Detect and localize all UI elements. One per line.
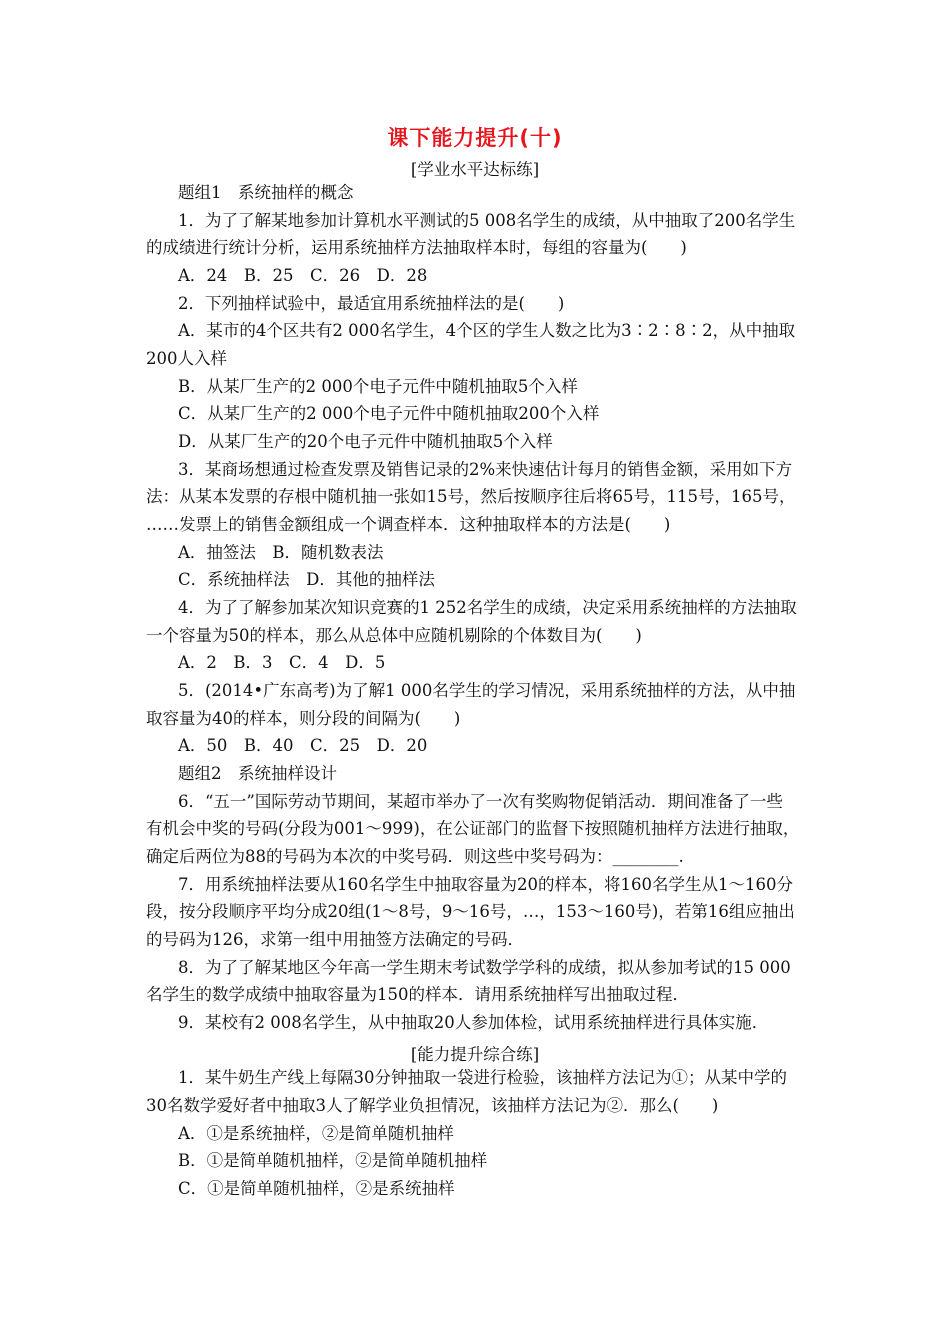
q7-line3: 的号码为126，求第一组中用抽签方法确定的号码． bbox=[146, 930, 524, 949]
p1-option-c: C．①是简单随机抽样，②是系统抽样 bbox=[178, 1179, 455, 1198]
q6-line2: 有机会中奖的号码(分段为001～999)，在公证部门的监督下按照随机抽样方法进行抽取， bbox=[146, 819, 800, 838]
group-2-heading: 题组2 系统抽样设计 bbox=[178, 764, 337, 783]
q1-line1: 1．为了了解某地参加计算机水平测试的5 008名学生的成绩，从中抽取了200名学生 bbox=[178, 211, 796, 230]
p1-option-a: A．①是系统抽样，②是简单随机抽样 bbox=[178, 1124, 454, 1143]
q7-line1: 7．用系统抽样法要从160名学生中抽取容量为20的样本，将160名学生从1～160分 bbox=[178, 875, 793, 894]
p1-option-b: B．①是简单随机抽样，②是简单随机抽样 bbox=[178, 1151, 488, 1170]
section-advanced-heading: [能力提升综合练] bbox=[410, 1045, 540, 1064]
q2-option-d: D．从某厂生产的20个电子元件中随机抽取5个入样 bbox=[178, 432, 553, 451]
q3-line1: 3．某商场想通过检查发票及销售记录的2%来快速估计每月的销售金额，采用如下方 bbox=[178, 460, 793, 479]
q5-line1: 5．(2014•广东高考)为了解1 000名学生的学习情况，采用系统抽样的方法，从中抽 bbox=[178, 681, 796, 700]
q1-line2: 的成绩进行统计分析，运用系统抽样方法抽取样本时，每组的容量为( ) bbox=[146, 238, 687, 257]
p1-line1: 1．某牛奶生产线上每隔30分钟抽取一袋进行检验，该抽样方法记为①；从某中学的 bbox=[178, 1068, 787, 1087]
page-title: 课下能力提升(十) bbox=[387, 126, 563, 150]
q6-line1: 6．“五一”国际劳动节期间，某超市举办了一次有奖购物促销活动．期间准备了一些 bbox=[178, 792, 783, 811]
q3-line2: 法：从某本发票的存根中随机抽一张如15号，然后按顺序往后将65号，115号，165号， bbox=[146, 487, 796, 506]
q3-line3: ……发票上的销售金额组成一个调查样本．这种抽取样本的方法是( ) bbox=[146, 515, 671, 534]
q8-line1: 8．为了了解某地区今年高一学生期末考试数学学科的成绩，拟从参加考试的15 000 bbox=[178, 958, 791, 977]
q4-options: A．2 B．3 C．4 D．5 bbox=[178, 653, 386, 672]
q1-options: A．24 B．25 C．26 D．28 bbox=[178, 266, 428, 285]
q6-line3: 确定后两位为88的号码为本次的中奖号码．则这些中奖号码为：________. bbox=[146, 847, 684, 866]
p1-line2: 30名数学爱好者中抽取3人了解学业负担情况，该抽样方法记为②．那么( ) bbox=[146, 1096, 719, 1115]
q3-options-1: A．抽签法 B．随机数表法 bbox=[178, 543, 384, 562]
q4-line2: 一个容量为50的样本，那么从总体中应随机剔除的个体数目为( ) bbox=[146, 626, 642, 645]
section-basic-heading: [学业水平达标练] bbox=[410, 160, 540, 179]
q2-option-c: C．从某厂生产的2 000个电子元件中随机抽取200个入样 bbox=[178, 404, 600, 423]
q9-line1: 9．某校有2 008名学生，从中抽取20人参加体检，试用系统抽样进行具体实施． bbox=[178, 1013, 769, 1032]
q4-line1: 4．为了了解参加某次知识竞赛的1 252名学生的成绩，决定采用系统抽样的方法抽取 bbox=[178, 598, 797, 617]
q2-option-b: B．从某厂生产的2 000个电子元件中随机抽取5个入样 bbox=[178, 377, 578, 396]
q3-options-2: C．系统抽样法 D．其他的抽样法 bbox=[178, 570, 435, 589]
q2-stem: 2．下列抽样试验中，最适宜用系统抽样法的是( ) bbox=[178, 294, 565, 313]
q5-options: A．50 B．40 C．25 D．20 bbox=[178, 736, 428, 755]
q2-option-a-line2: 200人入样 bbox=[146, 349, 227, 368]
q5-line2: 取容量为40的样本，则分段的间隔为( ) bbox=[146, 709, 461, 728]
q8-line2: 名学生的数学成绩中抽取容量为150的样本．请用系统抽样写出抽取过程． bbox=[146, 985, 689, 1004]
group-1-heading: 题组1 系统抽样的概念 bbox=[178, 183, 354, 202]
q7-line2: 段，按分段顺序平均分成20组(1～8号，9～16号，…，153～160号)，若第16组应抽出 bbox=[146, 902, 795, 921]
q2-option-a-line1: A．某市的4个区共有2 000名学生，4个区的学生人数之比为3∶2∶8∶2，从中抽取 bbox=[178, 321, 796, 340]
